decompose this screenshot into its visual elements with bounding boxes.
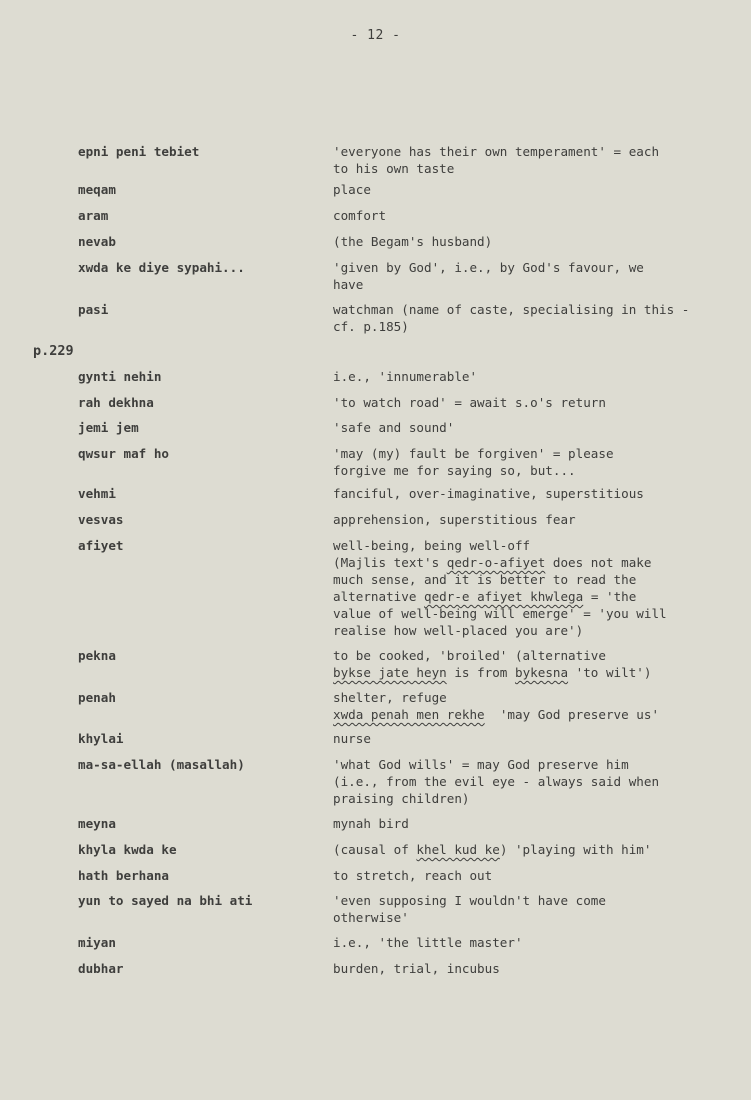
entry-term: yun to sayed na bhi ati xyxy=(78,893,253,908)
meaning-line: (i.e., from the evil eye - always said when xyxy=(333,774,660,789)
meaning-line: bykse jate heyn is from bykesna 'to wilt') xyxy=(333,665,652,680)
entry-term: gynti nehin xyxy=(78,369,162,384)
entry-meaning xyxy=(333,394,733,411)
entry-term: hath berhana xyxy=(78,868,169,883)
entry-meaning xyxy=(333,207,733,224)
meaning-line: shelter, refuge xyxy=(333,690,447,705)
entry-term: miyan xyxy=(78,935,116,950)
meaning-line: xwda penah men rekhe 'may God preserve us' xyxy=(333,707,660,722)
meaning-line: alternative qedr-e afiyet khwlega = 'the xyxy=(333,589,637,604)
meaning-line: 'everyone has their own temperament' = each xyxy=(333,144,660,159)
section-marker: p.229 xyxy=(33,343,74,359)
entry-term: vesvas xyxy=(78,512,124,527)
meaning-line: realise how well-placed you are') xyxy=(333,623,584,638)
entry-term: khylai xyxy=(78,731,124,746)
entry-term: vehmi xyxy=(78,486,116,501)
meaning-line: to his own taste xyxy=(333,161,455,176)
meaning-line: to stretch, reach out xyxy=(333,868,493,883)
entry-meaning xyxy=(333,756,733,807)
entry-meaning xyxy=(333,815,733,832)
meaning-line: well-being, being well-off xyxy=(333,538,531,553)
meaning-line: watchman (name of caste, specialising in this - xyxy=(333,302,690,317)
entry-term: meyna xyxy=(78,816,116,831)
entry-term: khyla kwda ke xyxy=(78,842,177,857)
entry-term: xwda ke diye sypahi... xyxy=(78,260,245,275)
entry-meaning xyxy=(333,960,733,977)
entry-meaning xyxy=(333,143,733,177)
meaning-line: comfort xyxy=(333,208,387,223)
meaning-line: 'given by God', i.e., by God's favour, we xyxy=(333,260,644,275)
meaning-line: cf. p.185) xyxy=(333,319,409,334)
entry-term: ma-sa-ellah (masallah) xyxy=(78,757,245,772)
meaning-line: otherwise' xyxy=(333,910,409,925)
entry-term: nevab xyxy=(78,234,116,249)
meaning-line: nurse xyxy=(333,731,371,746)
entry-meaning xyxy=(333,867,733,884)
entry-meaning xyxy=(333,368,733,385)
meaning-line: i.e., 'innumerable' xyxy=(333,369,478,384)
meaning-line: 'what God wills' = may God preserve him xyxy=(333,757,629,772)
entry-meaning xyxy=(333,841,733,858)
entry-meaning xyxy=(333,419,733,436)
meaning-line: have xyxy=(333,277,364,292)
entry-meaning xyxy=(333,485,733,502)
meaning-line: value of well-being will emerge' = 'you will xyxy=(333,606,667,621)
meaning-line: 'safe and sound' xyxy=(333,420,455,435)
entry-meaning xyxy=(333,730,733,747)
entry-term: dubhar xyxy=(78,961,124,976)
entry-meaning xyxy=(333,689,733,723)
meaning-line: place xyxy=(333,182,371,197)
entry-term: aram xyxy=(78,208,109,223)
entry-meaning xyxy=(333,511,733,528)
entry-meaning xyxy=(333,259,733,293)
entry-meaning xyxy=(333,934,733,951)
entry-term: afiyet xyxy=(78,538,124,553)
meaning-line: i.e., 'the little master' xyxy=(333,935,523,950)
meaning-line: much sense, and it is better to read the xyxy=(333,572,637,587)
entry-meaning xyxy=(333,181,733,198)
meaning-line: (the Begam's husband) xyxy=(333,234,493,249)
entry-term: penah xyxy=(78,690,116,705)
entry-meaning xyxy=(333,301,733,335)
entry-term: rah dekhna xyxy=(78,395,154,410)
meaning-line: 'to watch road' = await s.o's return xyxy=(333,395,606,410)
entry-term: pasi xyxy=(78,302,109,317)
meaning-line: (causal of khel kud ke) 'playing with him' xyxy=(333,842,652,857)
entry-meaning xyxy=(333,445,733,479)
meaning-line: apprehension, superstitious fear xyxy=(333,512,576,527)
meaning-line: burden, trial, incubus xyxy=(333,961,500,976)
meaning-line: praising children) xyxy=(333,791,470,806)
meaning-line: mynah bird xyxy=(333,816,409,831)
entry-meaning xyxy=(333,537,733,639)
meaning-line: 'even supposing I wouldn't have come xyxy=(333,893,606,908)
meaning-line: 'may (my) fault be forgiven' = please xyxy=(333,446,614,461)
entry-term: qwsur maf ho xyxy=(78,446,169,461)
entry-meaning xyxy=(333,892,733,926)
meaning-line: fanciful, over-imaginative, superstitious xyxy=(333,486,644,501)
entry-meaning xyxy=(333,233,733,250)
entry-term: epni peni tebiet xyxy=(78,144,200,159)
entry-term: jemi jem xyxy=(78,420,139,435)
entry-term: pekna xyxy=(78,648,116,663)
meaning-line: to be cooked, 'broiled' (alternative xyxy=(333,648,606,663)
entry-meaning xyxy=(333,647,733,681)
entry-term: meqam xyxy=(78,182,116,197)
meaning-line: forgive me for saying so, but... xyxy=(333,463,576,478)
page-number: - 12 - xyxy=(350,28,401,43)
meaning-line: (Majlis text's qedr-o-afiyet does not make xyxy=(333,555,652,570)
